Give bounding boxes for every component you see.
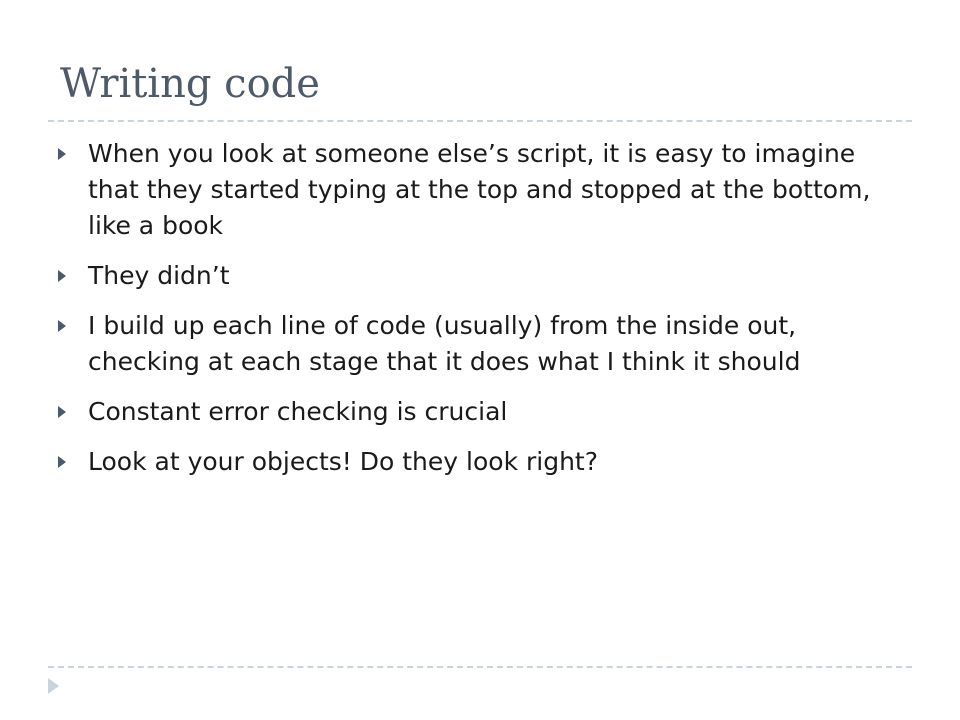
- bullet-item: [56, 308, 906, 380]
- bullet-text: I build up each line of code (usually) from the inside out, checking at each stage that it does what I think it should: [88, 311, 801, 376]
- bullet-list: [56, 136, 906, 494]
- title-divider: [48, 120, 912, 122]
- triangle-bullet-icon: [58, 406, 66, 418]
- bullet-item: [56, 258, 906, 294]
- bullet-item: [56, 444, 906, 480]
- bullet-item: [56, 136, 906, 244]
- bullet-item: [56, 394, 906, 430]
- triangle-bullet-icon: [58, 320, 66, 332]
- triangle-bullet-icon: [58, 456, 66, 468]
- triangle-bullet-icon: [58, 148, 66, 160]
- bullet-text: Constant error checking is crucial: [88, 397, 508, 426]
- footer-divider: [48, 666, 912, 668]
- slide-title: Writing code: [60, 61, 320, 107]
- bullet-text: Look at your objects! Do they look right?: [88, 447, 598, 476]
- bullet-text: They didn’t: [88, 261, 230, 290]
- bullet-text: When you look at someone else’s script, it is easy to imagine that they started typing at the top and stopped at the bottom, like a book: [88, 139, 871, 240]
- footer-triangle-icon: [48, 678, 59, 694]
- triangle-bullet-icon: [58, 270, 66, 282]
